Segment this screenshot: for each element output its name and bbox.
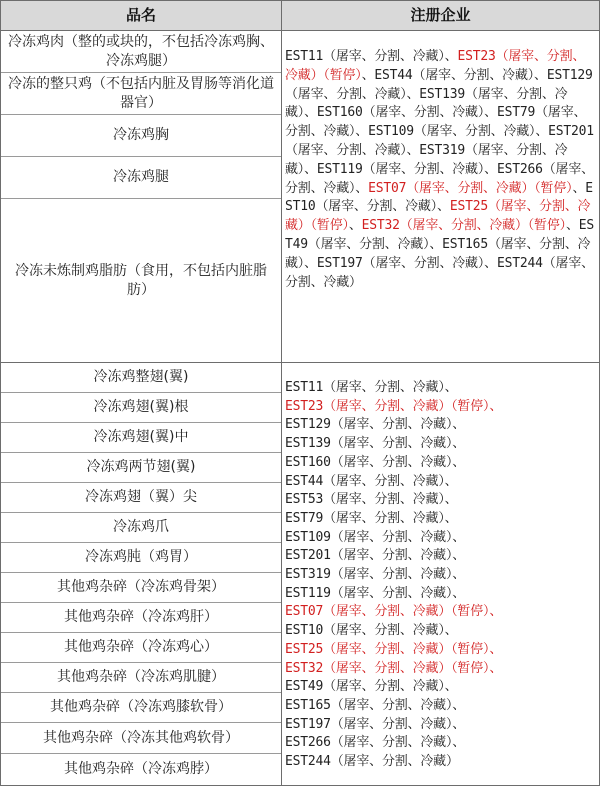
header-product-name: 品名 <box>125 6 156 24</box>
product-cell: 冷冻鸡爪 <box>1 513 281 543</box>
product-cell: 其他鸡杂碎（冷冻鸡肌腱） <box>1 663 281 693</box>
product-cell: 冷冻未炼制鸡脂肪（食用，不包括内脏脂肪） <box>15 262 267 298</box>
product-cell: 其他鸡杂碎（冷冻鸡膝软骨） <box>1 693 281 723</box>
column-divider <box>281 1 282 785</box>
enterprise-text: 、EST44（屠宰、分割、冷藏）、EST129（屠宰、分割、冷藏）、EST139（屠宰、分割、冷藏）、EST160（屠宰、分割、冷藏）、EST79（屠宰、分割、冷藏）、EST109（屠宰、分割、冷藏）、EST201（屠宰、分割、冷藏）、EST319（屠宰、分割、冷藏）、EST119（屠宰、分割、冷藏）、EST266（屠宰、分割、冷藏）、 <box>285 67 594 196</box>
suspended-enterprise-text: EST23（屠宰、分割、冷藏）（暂停） <box>285 49 586 83</box>
enterprise-line: EST53（屠宰、分割、冷藏）、 <box>285 492 458 508</box>
product-cell: 冷冻鸡两节翅(翼) <box>1 453 281 483</box>
product-cell: 冷冻鸡翅（翼）尖 <box>1 483 281 513</box>
enterprise-text: 、 <box>348 218 362 234</box>
enterprise-line: EST160（屠宰、分割、冷藏）、 <box>285 454 466 470</box>
product-cell: 冷冻鸡肫（鸡胃） <box>1 543 281 573</box>
enterprise-list-section1 <box>285 48 597 292</box>
enterprise-line: EST129（屠宰、分割、冷藏）、 <box>285 417 466 433</box>
product-cell: 冷冻鸡翅(翼)中 <box>1 423 281 453</box>
header-registered-enterprises: 注册企业 <box>410 6 471 24</box>
product-cell: 其他鸡杂碎（冷冻鸡肝） <box>1 603 281 633</box>
product-cell: 冷冻的整只鸡（不包括内脏及胃肠等消化道器官） <box>1 73 281 115</box>
product-cell: 冷冻鸡腿 <box>1 157 281 199</box>
product-cell: 其他鸡杂碎（冷冻其他鸡软骨） <box>1 723 281 754</box>
suspended-enterprise-text: EST32（屠宰、分割、冷藏）（暂停） <box>361 218 566 234</box>
suspended-enterprise-text: EST07（屠宰、分割、冷藏）（暂停） <box>368 180 573 196</box>
enterprise-line: EST197（屠宰、分割、冷藏）、 <box>285 716 466 732</box>
enterprise-line: EST244（屠宰、分割、冷藏） <box>285 754 459 770</box>
enterprise-line: EST10（屠宰、分割、冷藏）、 <box>285 623 458 639</box>
product-cell: 其他鸡杂碎（冷冻鸡脖） <box>64 761 218 777</box>
enterprise-line: EST11（屠宰、分割、冷藏）、 <box>285 380 458 395</box>
enterprise-line: EST266（屠宰、分割、冷藏）、 <box>285 735 466 751</box>
enterprise-line: EST109（屠宰、分割、冷藏）、 <box>285 529 466 545</box>
product-cell: 冷冻鸡胸 <box>1 115 281 157</box>
product-cell: 其他鸡杂碎（冷冻鸡骨架） <box>1 573 281 603</box>
suspended-enterprise-line: EST32（屠宰、分割、冷藏）（暂停）、 <box>285 660 503 676</box>
enterprise-line: EST44（屠宰、分割、冷藏）、 <box>285 473 458 489</box>
enterprise-line: EST201（屠宰、分割、冷藏）、 <box>285 548 466 564</box>
product-cell: 冷冻鸡肉（整的或块的，不包括冷冻鸡胸、冷冻鸡腿） <box>1 31 281 73</box>
suspended-enterprise-line: EST07（屠宰、分割、冷藏）（暂停）、 <box>285 604 503 620</box>
table-header <box>1 1 599 31</box>
enterprise-text: EST11（屠宰、分割、冷藏）、 <box>285 49 458 64</box>
enterprise-line: EST165（屠宰、分割、冷藏）、 <box>285 697 466 713</box>
product-cell: 其他鸡杂碎（冷冻鸡心） <box>1 633 281 663</box>
suspended-enterprise-text: EST25（屠宰、分割、冷藏）（暂停） <box>285 199 591 234</box>
enterprise-text: 、EST10（屠宰、分割、冷藏）、 <box>285 180 593 215</box>
product-cell: 冷冻鸡整翅(翼) <box>1 363 281 393</box>
enterprise-line: EST319（屠宰、分割、冷藏）、 <box>285 567 466 583</box>
product-cell: 冷冻鸡翅(翼)根 <box>1 393 281 423</box>
enterprise-line: EST139（屠宰、分割、冷藏）、 <box>285 436 466 452</box>
enterprise-line: EST119（屠宰、分割、冷藏）、 <box>285 585 466 601</box>
enterprise-text: 、EST49（屠宰、分割、冷藏）、EST165（屠宰、分割、冷藏）、EST197（屠宰、分割、冷藏）、EST244（屠宰、分割、冷藏） <box>285 218 595 290</box>
enterprise-line: EST49（屠宰、分割、冷藏）、 <box>285 679 458 695</box>
suspended-enterprise-line: EST25（屠宰、分割、冷藏）（暂停）、 <box>285 641 503 657</box>
suspended-enterprise-line: EST23（屠宰、分割、冷藏）（暂停）、 <box>285 398 503 414</box>
enterprise-line: EST79（屠宰、分割、冷藏）、 <box>285 510 458 526</box>
enterprise-list-section2 <box>285 379 597 772</box>
